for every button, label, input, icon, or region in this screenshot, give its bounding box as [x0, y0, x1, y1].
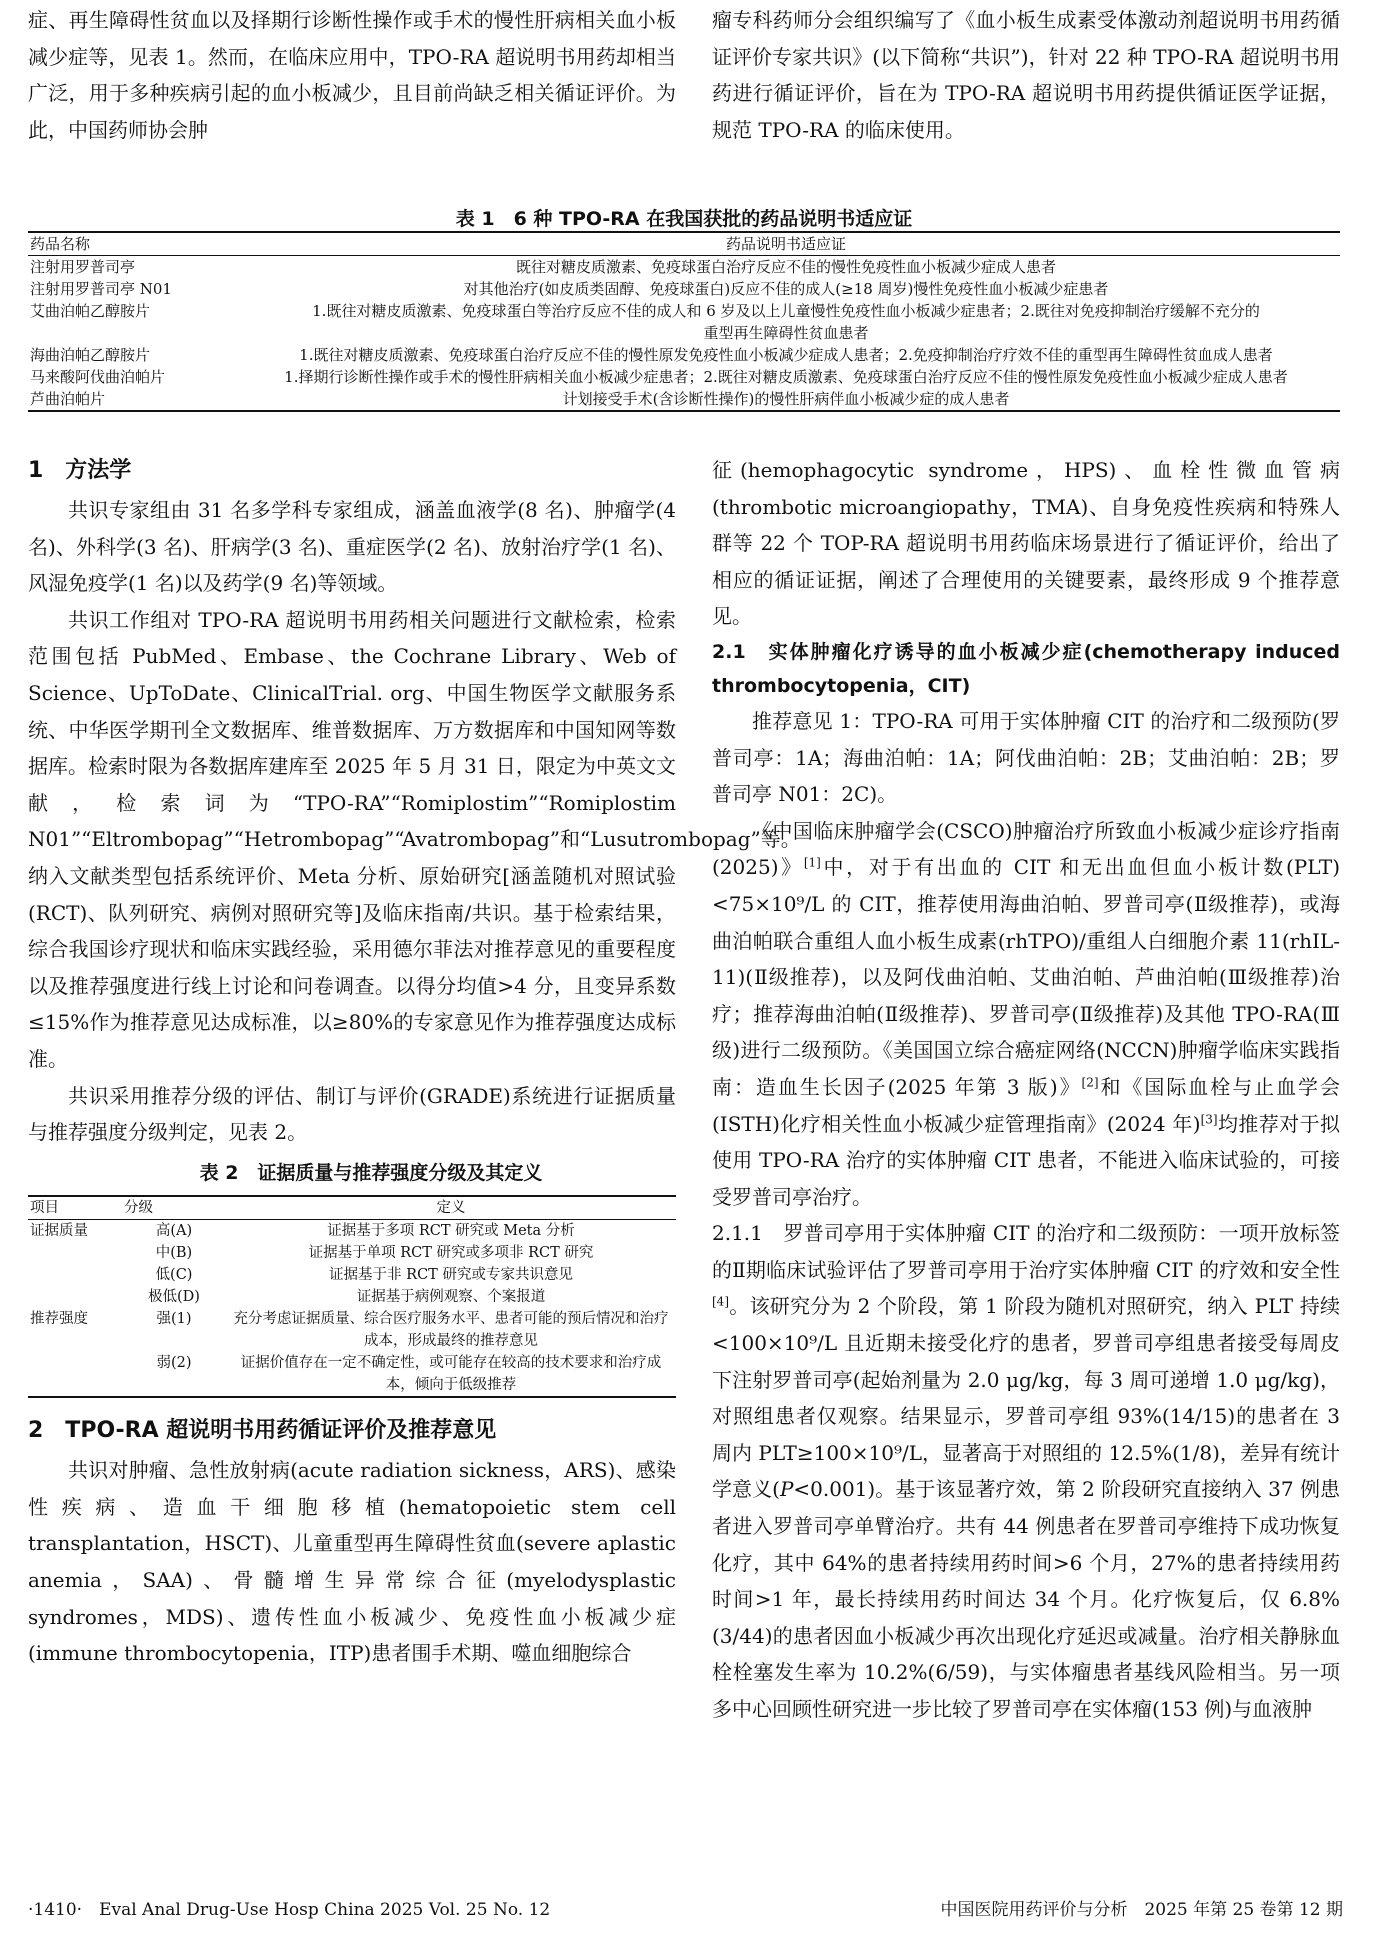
grade-item: 推荐强度 [30, 1311, 88, 1328]
table-2-header-item: 项目 [30, 1200, 59, 1217]
section-2-1-1-paragraph [712, 1215, 1340, 1727]
grade-level: 中(B) [155, 1245, 193, 1262]
section-2-heading: 2 TPO-RA 超说明书用药循证评价及推荐意见 [28, 1418, 497, 1444]
grade-definition: 证据基于病例观察、个案报道 [356, 1289, 546, 1306]
table-1-caption: 表 1 6 种 TPO-RA 在我国获批的药品说明书适应证 [455, 208, 913, 230]
table-1 [28, 231, 1340, 412]
s211-text-a: 2.1.1 罗普司亭用于实体肿瘤 CIT 的治疗和二级预防：一项开放标签的Ⅱ期临床试验评估了罗普司亭用于治疗实体肿瘤 CIT 的疗效和安全性 [712, 1221, 1340, 1282]
table-row [28, 278, 1340, 300]
csco-text-a: 《中国临床肿瘤学会(CSCO)肿瘤治疗所致血小板减少症诊疗指南(2025)》 [712, 818, 1340, 880]
drug-name: 注射用罗普司亭 N01 [30, 280, 172, 298]
csco-text-b: 中，对于有出血的 CIT 和无出血但血小板计数(PLT)<75×10⁹/L 的 CIT，推荐使用海曲泊帕、罗普司亭(Ⅱ级推荐)，或海曲泊帕联合重组人血小板生成素(rhTPO)/重组人白细胞介素 11(rhIL-11)(Ⅱ级推荐)，以及阿伐曲泊帕、艾曲泊帕、芦曲泊帕(Ⅲ级推荐)治疗；推荐海曲泊帕(Ⅱ级推荐)、罗普司亭(Ⅱ级推荐)及其他 TPO-RA(Ⅲ级)进行二级预防。《美国国立综合癌症网络(NCCN)肿瘤学临床实践指南：造血生长因子(2025 年第 3 版)》 [712, 855, 1340, 1099]
footer-left: ·1410· Eval Anal Drug-Use Hosp China 2025 Vol. 25 No. 12 [28, 1900, 551, 1920]
section-2-paragraph-1: 共识对肿瘤、急性放射病(acute radiation sickness，ARS)、感染性疾病、造血干细胞移植(hematopoietic stem cell transplantation，HSCT)、儿童重型再生障碍性贫血(severe aplastic anemia，SAA)、骨髓增生异常综合征(myelodysplastic syndromes，MDS)、遗传性血小板减少、免疫性血小板减少症(immune thrombocytopenia，ITP)患者围手术期、噬血细胞综合 [28, 1458, 676, 1666]
top-left-paragraph: 症、再生障碍性贫血以及择期行诊断性操作或手术的慢性肝病相关血小板减少症等，见表 1。然而，在临床应用中，TPO-RA 超说明书用药却相当广泛，用于多种疾病引起的血小板减少，且目前尚缺乏相关循证评价。为此，中国药师协会肿 [28, 8, 676, 142]
grade-definition: 证据基于单项 RCT 研究或多项非 RCT 研究 [308, 1245, 594, 1262]
table-1-header-drug: 药品名称 [30, 235, 91, 253]
s211-text-b: 。该研究分为 2 个阶段，第 1 阶段为随机对照研究，纳入 PLT 持续<100×10⁹/L 且近期未接受化疗的患者，罗普司亭组患者接受每周皮下注射罗普司亭(起始剂量为 2.0 μg/kg，每 3 周可递增 1.0 μg/kg)，对照组患者仅观察。结果显示，罗普司亭组 93%(14/15)的患者在 3 周内 PLT≥100×10⁹/L，显著高于对照组的 12.5%(1/8)，差异有统计学意义( [712, 1294, 1340, 1502]
table-1-header-indication: 药品说明书适应证 [725, 235, 846, 253]
section-2-paragraph-1-continued: 征(hemophagocytic syndrome，HPS)、血栓性微血管病(thrombotic microangiopathy，TMA)、自身免疫性疾病和特殊人群等 22 个 TOP-RA 超说明书用药临床场景进行了循证评价，给出了相应的循证证据，阐述了合理使用的关键要素，最终形成 9 个推荐意见。 [712, 458, 1340, 629]
grade-level: 极低(D) [148, 1289, 200, 1306]
grade-definition: 充分考虑证据质量、综合医疗服务水平、患者可能的预后情况和治疗成本，形成最终的推荐意见 [233, 1311, 669, 1350]
drug-name: 马来酸阿伐曲泊帕片 [30, 368, 166, 386]
grade-level: 高(A) [155, 1223, 193, 1240]
grade-level: 强(1) [156, 1311, 192, 1328]
recommendation-1: 推荐意见 1：TPO-RA 可用于实体肿瘤 CIT 的治疗和二级预防(罗普司亭：1A；海曲泊帕：1A；阿伐曲泊帕：2B；艾曲泊帕：2B；罗普司亭 N01：2C)。 [712, 708, 1340, 807]
citation-3: [3] [1200, 1111, 1218, 1126]
table-2-header-row [28, 1196, 676, 1220]
top-left-column [28, 2, 676, 148]
grade-definition: 证据基于非 RCT 研究或专家共识意见 [329, 1267, 573, 1284]
table-row [28, 1220, 676, 1243]
right-column [712, 452, 1340, 1728]
citation-2: [2] [1081, 1075, 1099, 1090]
s211-text-c: <0.001)。基于该显著疗效，第 2 阶段研究直接纳入 37 例患者进入罗普司亭单臂治疗。共有 44 例患者在罗普司亭维持下成功恢复化疗，其中 64%的患者持续用药时间>6 个月，27%的患者持续用药时间>1 年，最长持续用药时间达 34 个月。化疗恢复后，仅 6.8%(3/44)的患者因血小板减少再次出现化疗延迟或减量。治疗相关静脉血栓栓塞发生率为 10.2%(6/59)，与实体瘤患者基线风险相当。另一项多中心回顾性研究进一步比较了罗普司亭在实体瘤(153 例)与血液肿 [712, 1477, 1340, 1721]
table-row [28, 1286, 676, 1308]
table-row [28, 300, 1340, 344]
table-2-caption: 表 2 证据质量与推荐强度分级及其定义 [199, 1161, 543, 1184]
p-value-symbol: P [779, 1477, 794, 1502]
table-row [28, 1308, 676, 1352]
drug-indication: 既往对糖皮质激素、免疫球蛋白治疗反应不佳的慢性免疫性血小板减少症成人患者 [515, 258, 1056, 276]
table-2-block [28, 1155, 676, 1399]
citation-1: [1] [803, 855, 821, 870]
footer-right: 中国医院用药评价与分析 2025 年第 25 卷第 12 期 [940, 1900, 1343, 1920]
grade-item: 证据质量 [30, 1223, 88, 1240]
drug-name: 注射用罗普司亭 [30, 258, 136, 276]
drug-indication: 对其他治疗(如皮质类固醇、免疫球蛋白)反应不佳的成人(≥18 周岁)慢性免疫性血小板减少症患者 [463, 280, 1109, 298]
drug-name: 芦曲泊帕片 [30, 390, 106, 408]
table-2-header-definition: 定义 [436, 1200, 466, 1217]
table-row [28, 1242, 676, 1264]
grade-item [28, 1242, 122, 1264]
table-row [28, 366, 1340, 388]
grade-item [28, 1286, 122, 1308]
section-1-paragraph-2: 共识工作组对 TPO-RA 超说明书用药相关问题进行文献检索，检索范围包括 PubMed、Embase、the Cochrane Library、Web of Science、UpToDate、ClinicalTrial. org、中国生物医学文献服务系统、中华医学期刊全文数据库、维普数据库、万方数据库和中国知网等数据库。检索时限为各数据库建库至 2025 年 5 月 31 日，限定为中英文文献，检索词为“TPO-RA”“Romiplostim”“Romiplostim N01”“Eltrombopag”“Hetrombopag”“Avatrombopag”和“Lusutrombopag”等。纳入文献类型包括系统评价、Meta 分析、原始研究[涵盖随机对照试验(RCT)、队列研究、病例对照研究等]及临床指南/共识。基于检索结果，综合我国诊疗现状和临床实践经验，采用德尔菲法对推荐意见的重要程度以及推荐强度进行线上讨论和问卷调查。以得分均值>4 分，且变异系数≤15%作为推荐意见达成标准，以≥80%的专家意见作为推荐强度达成标准。 [28, 607, 801, 1071]
grade-level: 弱(2) [156, 1355, 192, 1372]
table-2 [28, 1195, 676, 1398]
grade-definition: 证据基于多项 RCT 研究或 Meta 分析 [327, 1223, 575, 1240]
section-1-heading: 1 方法学 [28, 458, 132, 483]
drug-indication: 1.择期行诊断性操作或手术的慢性肝病相关血小板减少症患者；2.既往对糖皮质激素、免疫球蛋白治疗反应不佳的慢性原发免疫性血小板减少症成人患者 [284, 368, 1288, 386]
left-column [28, 452, 801, 1672]
drug-name: 海曲泊帕乙醇胺片 [30, 346, 151, 364]
table-2-header-grade: 分级 [124, 1200, 153, 1217]
table-row [28, 388, 1340, 411]
top-right-column [712, 2, 1340, 148]
drug-indication: 1.既往对糖皮质激素、免疫球蛋白治疗反应不佳的慢性原发免疫性血小板减少症成人患者；2.免疫抑制治疗疗效不佳的重型再生障碍性贫血成人患者 [299, 346, 1273, 364]
grade-item [28, 1352, 122, 1397]
top-right-paragraph: 瘤专科药师分会组织编写了《血小板生成素受体激动剂超说明书用药循证评价专家共识》(以下简称“共识”)，针对 22 种 TPO-RA 超说明书用药进行循证评价，旨在为 TPO-RA 超说明书用药提供循证医学证据，规范 TPO-RA 的临床使用。 [712, 8, 1340, 142]
table-1-header-row [28, 232, 1340, 256]
csco-guideline-paragraph [712, 813, 1340, 1216]
section-2-1-heading: 2.1 实体肿瘤化疗诱导的血小板减少症(chemotherapy induced thrombocytopenia，CIT) [712, 640, 1340, 697]
section-1-paragraph-3: 共识采用推荐分级的评估、制订与评价(GRADE)系统进行证据质量与推荐强度分级判定，见表 2。 [28, 1083, 676, 1145]
table-row [28, 256, 1340, 279]
citation-4: [4] [712, 1294, 729, 1309]
table-1-block [28, 204, 1340, 412]
section-1-paragraph-1: 共识专家组由 31 名多学科专家组成，涵盖血液学(8 名)、肿瘤学(4 名)、外科学(3 名)、肝病学(3 名)、重症医学(2 名)、放射治疗学(1 名)、风湿免疫学(1 名)以及药学(9 名)等领域。 [28, 498, 676, 596]
grade-definition: 证据价值存在一定不确定性，或可能存在较高的技术要求和治疗成本，倾向于低级推荐 [240, 1355, 662, 1394]
grade-item [28, 1264, 122, 1286]
table-row [28, 344, 1340, 366]
grade-level: 低(C) [155, 1267, 193, 1284]
drug-indication: 计划接受手术(含诊断性操作)的慢性肝病伴血小板减少症的成人患者 [562, 390, 1010, 408]
csco-text-c: 和《国际血栓与止血学会(ISTH)化疗相关性血小板减少症管理指南》(2024 年) [712, 1074, 1340, 1136]
drug-indication: 1.既往对糖皮质激素、免疫球蛋白等治疗反应不佳的成人和 6 岁及以上儿童慢性免疫性血小板减少症患者；2.既往对免疫抑制治疗缓解不充分的重型再生障碍性贫血患者 [312, 302, 1260, 342]
csco-text-d: 均推荐对于拟使用 TPO-RA 治疗的实体肿瘤 CIT 患者，不能进入临床试验的，可接受罗普司亭治疗。 [712, 1111, 1340, 1209]
table-row [28, 1352, 676, 1397]
table-row [28, 1264, 676, 1286]
drug-name: 艾曲泊帕乙醇胺片 [30, 302, 151, 320]
